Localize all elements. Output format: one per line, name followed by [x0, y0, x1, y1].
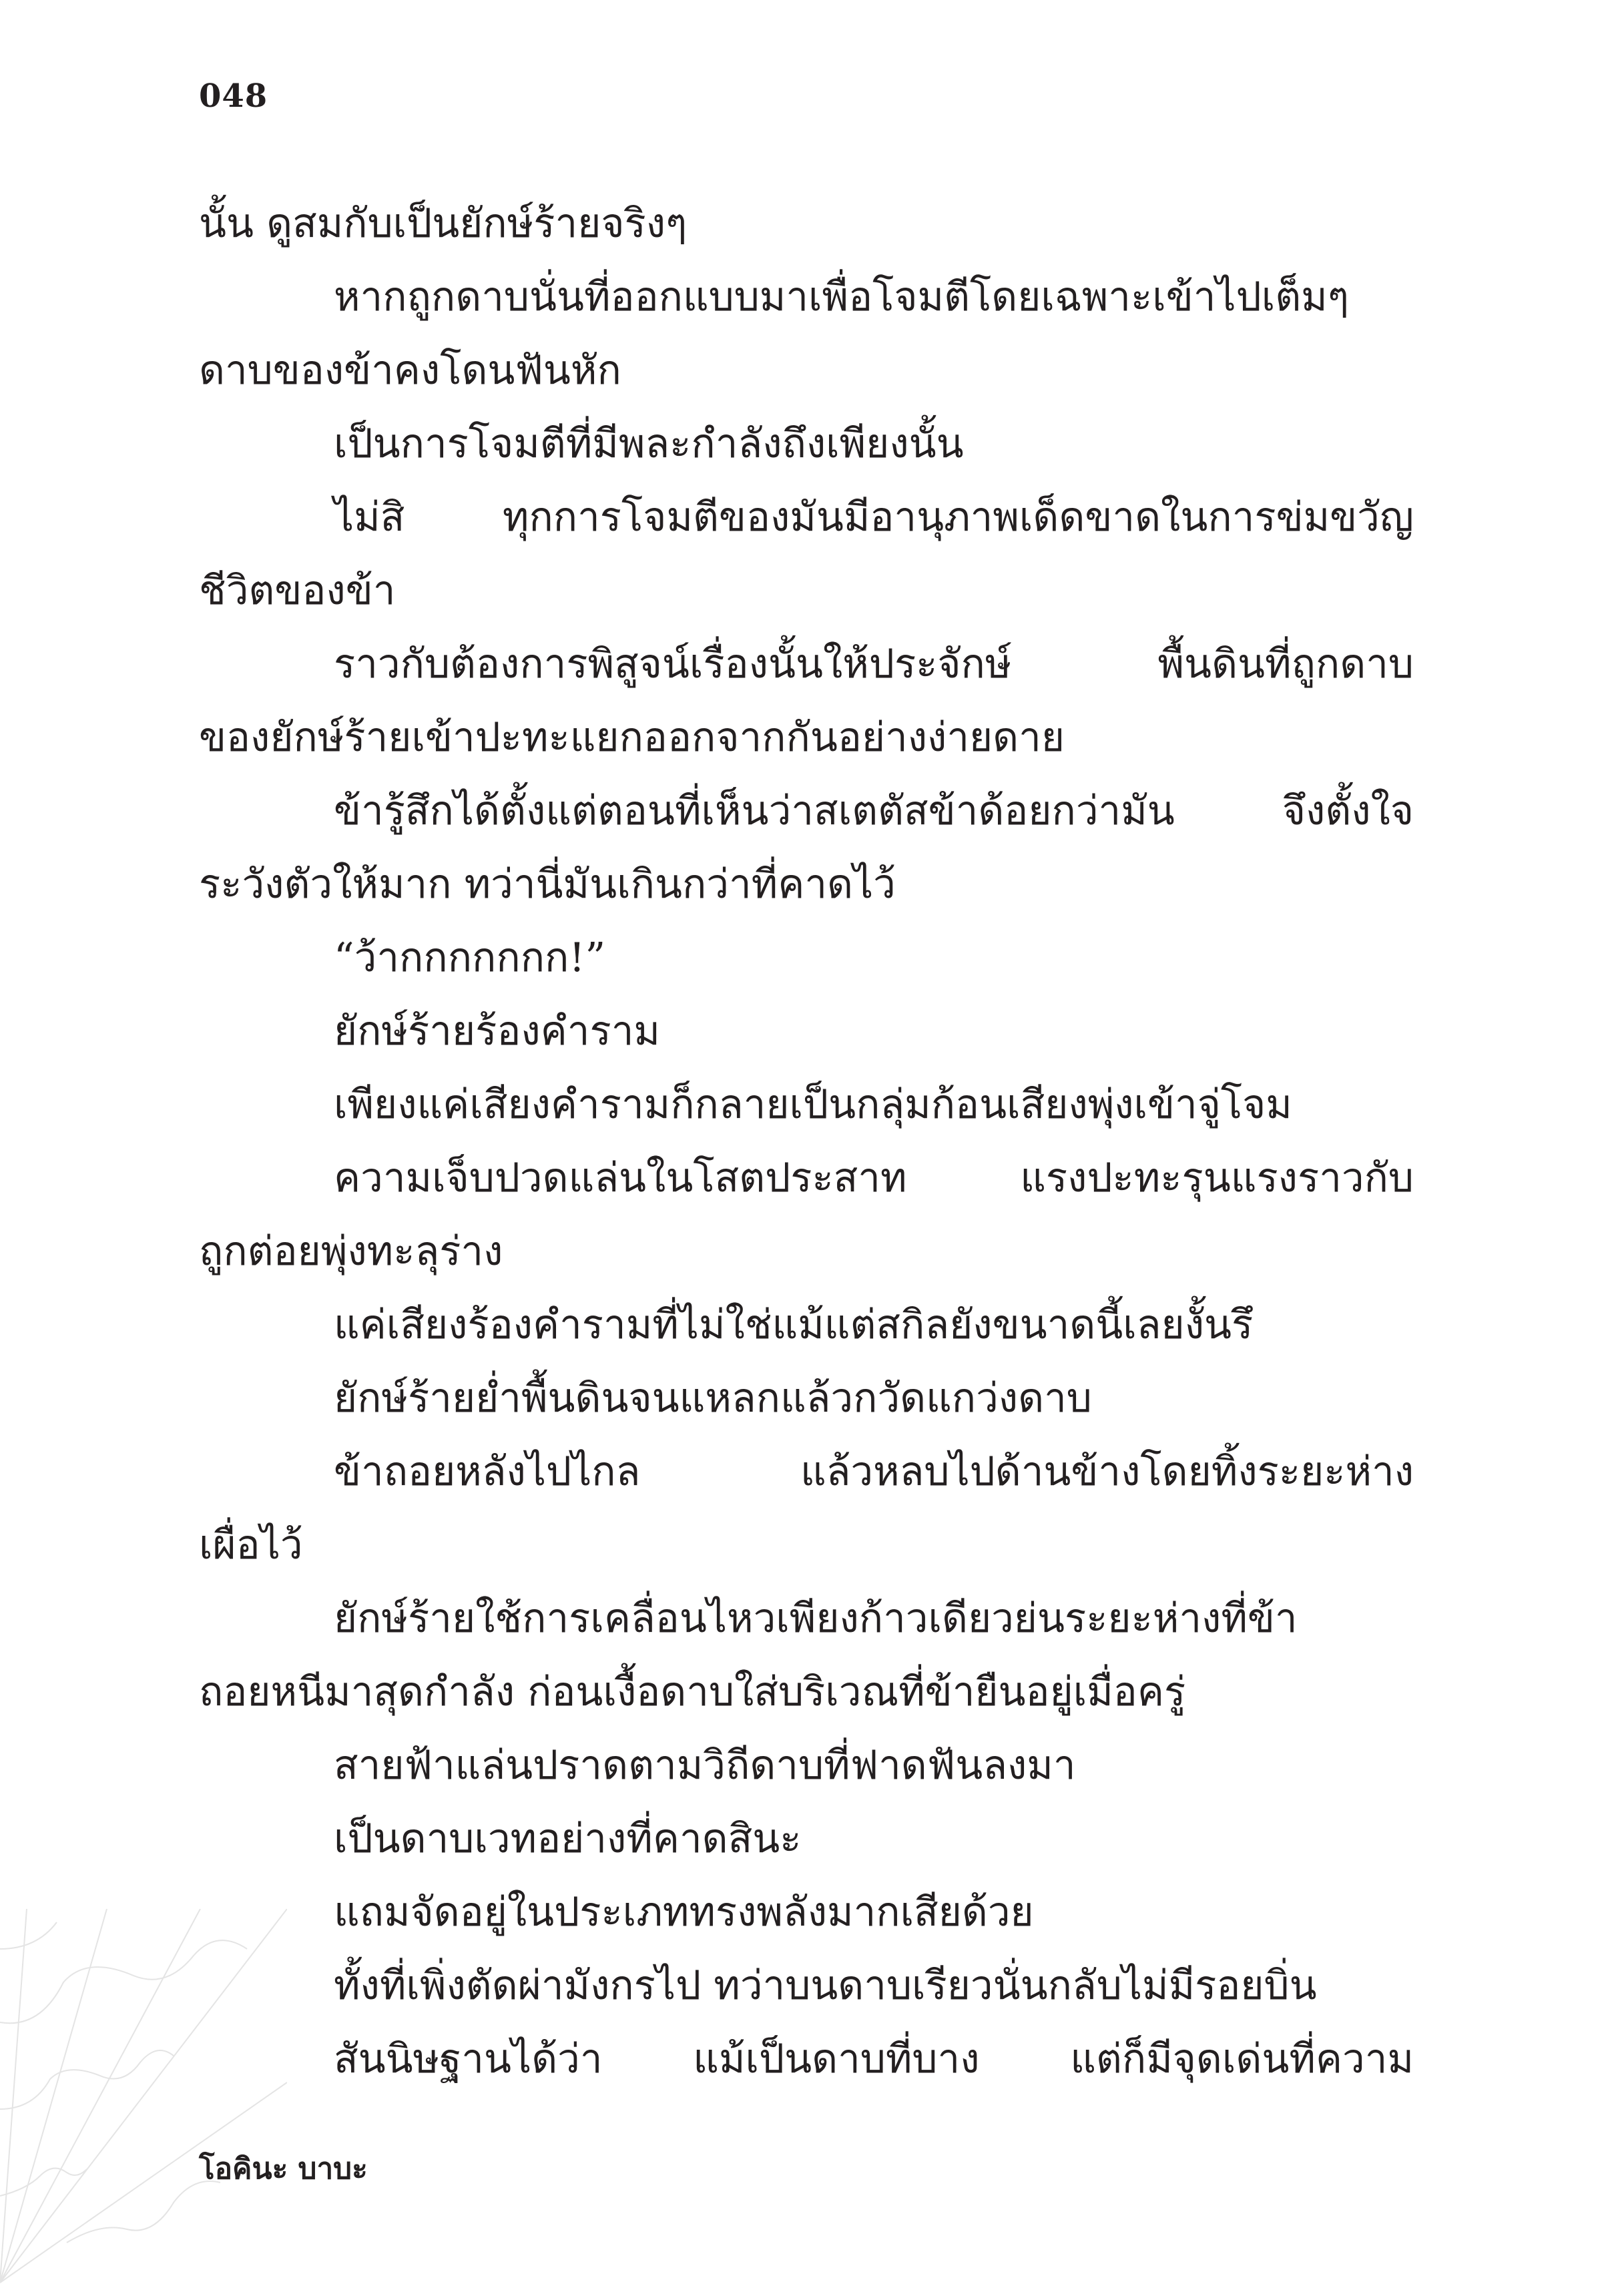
- text-line: ยักษ์ร้ายร้องคำราม: [334, 1008, 660, 1055]
- text-line: แค่เสียงร้องคำรามที่ไม่ใช่แม้แต่สกิลยังขนาดนี้เลยงั้นรึ: [334, 1302, 1254, 1348]
- text-line: ยักษ์ร้ายใช้การเคลื่อนไหวเพียงก้าวเดียวย่นระยะห่างที่ข้า: [334, 1595, 1298, 1642]
- text-line: เป็นการโจมตีที่มีพละกำลังถึงเพียงนั้น: [334, 420, 964, 467]
- text-line: หากถูกดาบนั่นที่ออกแบบมาเพื่อโจมตีโดยเฉพาะเข้าไปเต็มๆ: [334, 274, 1349, 320]
- text-line: แถมจัดอยู่ในประเภททรงพลังมากเสียด้วย: [334, 1889, 1034, 1936]
- text-line: ไม่สิ ทุกการโจมตีของมันมีอานุภาพเด็ดขาดในการข่มขวัญ: [334, 494, 1414, 541]
- text-line: ข้าถอยหลังไปไกล แล้วหลบไปด้านข้างโดยทิ้งระยะห่าง: [334, 1448, 1414, 1495]
- text-line: ความเจ็บปวดแล่นในโสตประสาท แรงปะทะรุนแรงราวกับ: [334, 1155, 1414, 1201]
- text-line: ราวกับต้องการพิสูจน์เรื่องนั้นให้ประจักษ์ พื้นดินที่ถูกดาบ: [334, 641, 1414, 687]
- text-line: นั้น ดูสมกับเป็นยักษ์ร้ายจริงๆ: [199, 200, 688, 247]
- text-line: ถูกต่อยพุ่งทะลุร่าง: [199, 1228, 503, 1275]
- text-line: เพียงแค่เสียงคำรามก็กลายเป็นกลุ่มก้อนเสียงพุ่งเข้าจู่โจม: [334, 1081, 1292, 1128]
- text-line: ถอยหนีมาสุดกำลัง ก่อนเงื้อดาบใส่บริเวณที่ข้ายืนอยู่เมื่อครู่: [199, 1669, 1186, 1715]
- text-line: ข้ารู้สึกได้ตั้งแต่ตอนที่เห็นว่าสเตตัสข้าด้อยกว่ามัน จึงตั้งใจ: [334, 788, 1414, 834]
- text-line: ทั้งที่เพิ่งตัดผ่ามังกรไป ทว่าบนดาบเรียวนั่นกลับไม่มีรอยบิ่น: [334, 1962, 1317, 2009]
- text-line: ของยักษ์ร้ายเข้าปะทะแยกออกจากกันอย่างง่ายดาย: [199, 714, 1065, 761]
- text-line: ชีวิตของข้า: [199, 567, 396, 614]
- spider-web-icon: [0, 1909, 287, 2296]
- text-line: “ว้ากกกกกกก!”: [334, 934, 606, 981]
- text-line: เผื่อไว้: [199, 1522, 303, 1568]
- text-line: เป็นดาบเวทอย่างที่คาดสินะ: [334, 1815, 802, 1862]
- text-line: ระวังตัวให้มาก ทว่านี่มันเกินกว่าที่คาดไว้: [199, 861, 896, 908]
- text-line: สายฟ้าแล่นปราดตามวิถีดาบที่ฟาดฟันลงมา: [334, 1742, 1076, 1789]
- text-line: ดาบของข้าคงโดนฟันหัก: [199, 347, 621, 394]
- text-line: ยักษ์ร้ายย่ำพื้นดินจนแหลกแล้วกวัดแกว่งดาบ: [334, 1375, 1092, 1422]
- book-title: โอคินะ บาบะ: [199, 2152, 368, 2186]
- body-text: [199, 187, 1414, 2096]
- page-number: 048: [199, 77, 268, 115]
- text-line: สันนิษฐานได้ว่า แม้เป็นดาบที่บาง แต่ก็มีจุดเด่นที่ความ: [334, 2036, 1414, 2082]
